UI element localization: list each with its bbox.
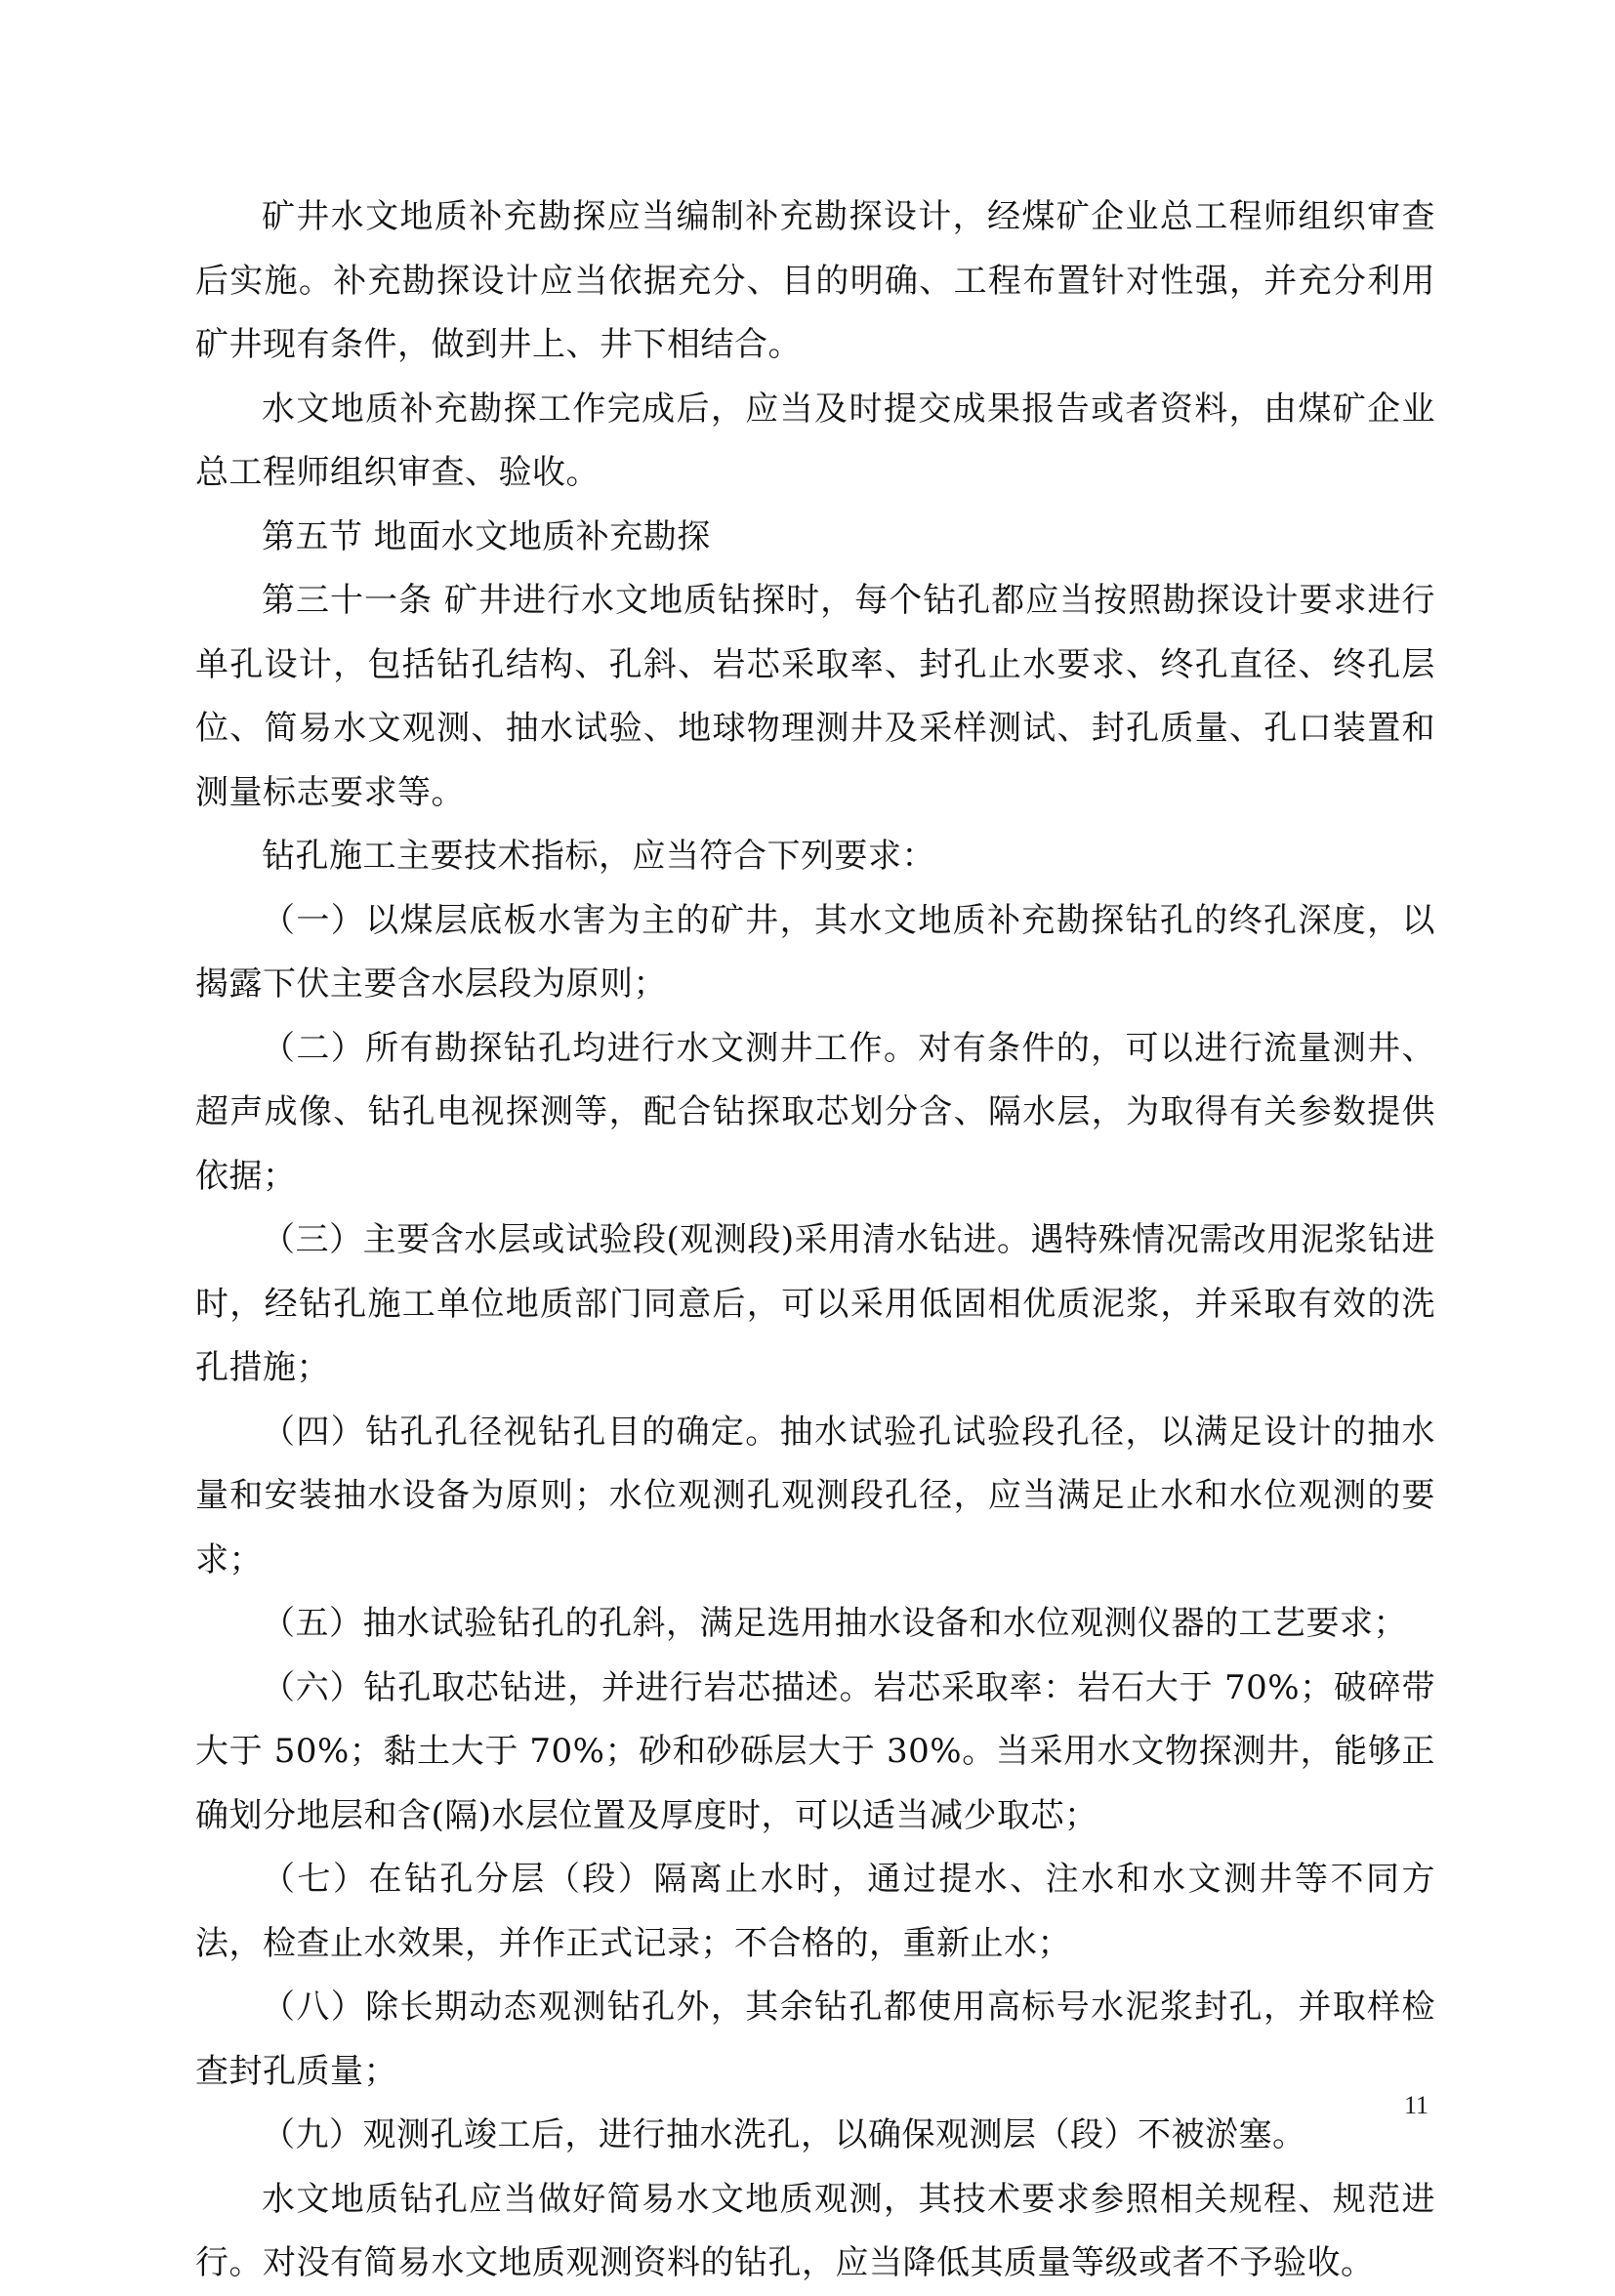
list-item-4: （四）钻孔孔径视钻孔目的确定。抽水试验孔试验段孔径，以满足设计的抽水量和安装抽水设备为原则；水位观测孔观测段孔径，应当满足止水和水位观测的要求； bbox=[195, 1412, 1435, 1579]
article-31: 第三十一条 矿井进行水文地质钻探时，每个钻孔都应当按照勘探设计要求进行单孔设计，包括钻孔结构、孔斜、岩芯采取率、封孔止水要求、终孔直径、终孔层位、简易水文观测、抽水试验、地球物理测井及采样测试、封孔质量、孔口装置和测量标志要求等。 bbox=[195, 581, 1435, 812]
list-item-5: （五）抽水试验钻孔的孔斜，满足选用抽水设备和水位观测仪器的工艺要求； bbox=[262, 1604, 1407, 1643]
list-item-7: （七）在钻孔分层（段）隔离止水时，通过提水、注水和水文测井等不同方法，检查止水效果，并作正式记录；不合格的，重新止水； bbox=[195, 1860, 1435, 1963]
page-number: 11 bbox=[1404, 2091, 1429, 2119]
document-body bbox=[195, 185, 1435, 2296]
section-heading-5: 第五节 地面水文地质补充勘探 bbox=[262, 516, 711, 556]
paragraph-supplementary-design: 矿井水文地质补充勘探应当编制补充勘探设计，经煤矿企业总工程师组织审查后实施。补充勘探设计应当依据充分、目的明确、工程布置针对性强，并充分利用矿井现有条件，做到井上、井下相结合。 bbox=[195, 197, 1435, 364]
list-item-1: （一）以煤层底板水害为主的矿井，其水文地质补充勘探钻孔的终孔深度，以揭露下伏主要含水层段为原则； bbox=[195, 900, 1435, 1004]
list-item-6: （六）钻孔取芯钻进，并进行岩芯描述。岩芯采取率：岩石大于 70%；破碎带大于 50%；黏土大于 70%；砂和砂砾层大于 30%。当采用水文物探测井，能够正确划分地层和含(隔)水层位置及厚度时，可以适当减少取芯； bbox=[195, 1667, 1435, 1835]
paragraph-drilling-indicators: 钻孔施工主要技术指标，应当符合下列要求： bbox=[262, 837, 935, 876]
list-item-9: （九）观测孔竣工后，进行抽水洗孔，以确保观测层（段）不被淤塞。 bbox=[262, 2115, 1306, 2154]
paragraph-report-submission: 水文地质补充勘探工作完成后，应当及时提交成果报告或者资料，由煤矿企业总工程师组织审查、验收。 bbox=[195, 389, 1435, 492]
list-item-8: （八）除长期动态观测钻孔外，其余钻孔都使用高标号水泥浆封孔，并取样检查封孔质量； bbox=[195, 1988, 1435, 2091]
paragraph-observation-requirements: 水文地质钻孔应当做好简易水文地质观测，其技术要求参照相关规程、规范进行。对没有简易水文地质观测资料的钻孔，应当降低其质量等级或者不予验收。 bbox=[195, 2179, 1435, 2282]
list-item-2: （二）所有勘探钻孔均进行水文测井工作。对有条件的，可以进行流量测井、超声成像、钻孔电视探测等，配合钻探取芯划分含、隔水层，为取得有关参数提供依据； bbox=[195, 1028, 1435, 1196]
list-item-3: （三）主要含水层或试验段(观测段)采用清水钻进。遇特殊情况需改用泥浆钻进时，经钻孔施工单位地质部门同意后，可以采用低固相优质泥浆，并采取有效的洗孔措施； bbox=[195, 1220, 1435, 1387]
